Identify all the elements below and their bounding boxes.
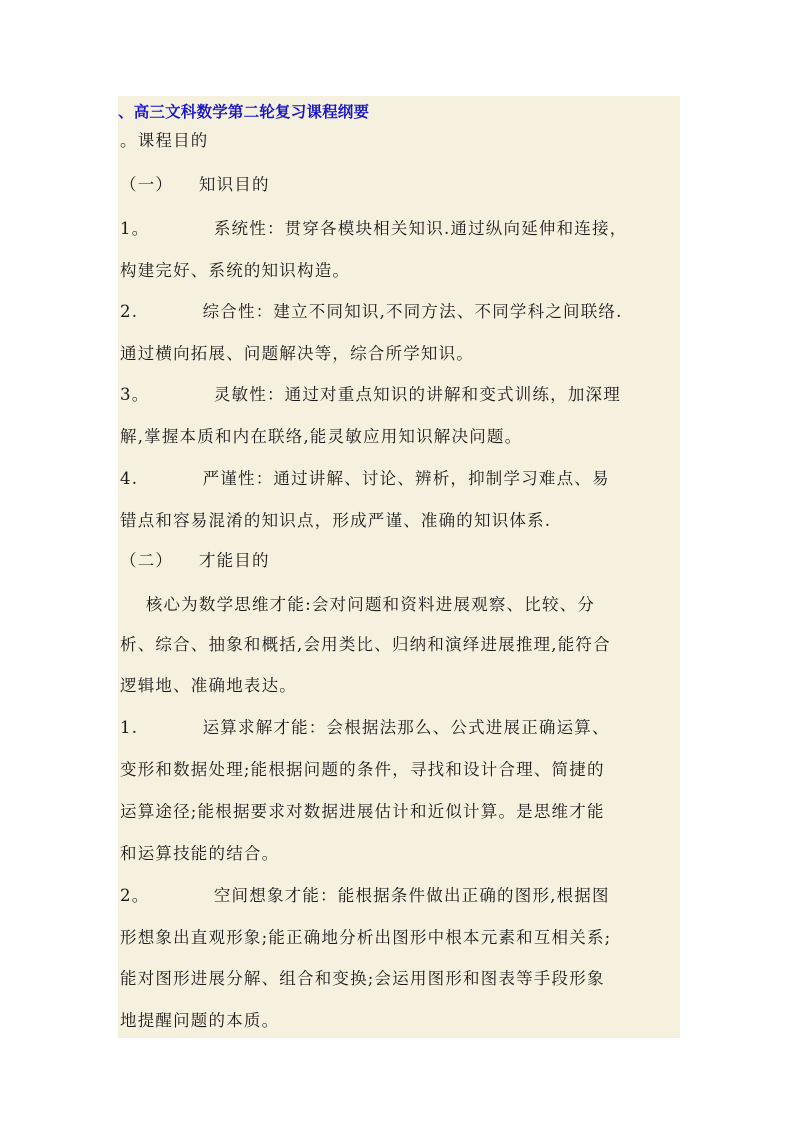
paragraph-line: 析、综合、抽象和概括,会用类比、归纳和演绎进展推理,能符合: [120, 635, 611, 654]
paragraph-line: 运算途径;能根据要求对数据进展估计和近似计算。是思维才能: [120, 802, 605, 821]
paragraph-line: 和运算技能的结合。: [120, 844, 280, 863]
paragraph-line: 4. 严谨性：通过讲解、讨论、辨析，抑制学习难点、易: [120, 469, 610, 488]
paragraph-line: 2. 综合性：建立不同知识,不同方法、不同学科之间联络.: [120, 302, 623, 321]
paragraph-line: 3。 灵敏性：通过对重点知识的讲解和变式训练，加深理: [120, 385, 621, 404]
subsection-heading-ability-goals: （二） 才能目的: [120, 551, 270, 570]
document-page: [118, 96, 680, 1038]
paragraph-line: 1。 系统性：贯穿各模块相关知识.通过纵向延伸和连接，: [120, 219, 628, 238]
paragraph-line: 解,掌握本质和内在联络,能灵敏应用知识解决问题。: [120, 427, 523, 446]
paragraph-line: 地提醒问题的本质。: [120, 1011, 280, 1030]
paragraph-line: 通过横向拓展、问题解决等，综合所学知识。: [120, 344, 474, 363]
paragraph-line: 错点和容易混淆的知识点，形成严谨、准确的知识体系.: [120, 511, 552, 530]
paragraph-line: 形想象出直观形象;能正确地分析出图形中根本元素和互相关系;: [120, 928, 612, 947]
document-title: 、高三文科数学第二轮复习课程纲要: [118, 103, 370, 121]
paragraph-line: 2。 空间想象才能：能根据条件做出正确的图形,根据图: [120, 886, 610, 905]
paragraph-line: 核心为数学思维才能:会对问题和资料进展观察、比较、分: [120, 595, 596, 614]
paragraph-line: 1. 运算求解才能：会根据法那么、公式进展正确运算、: [120, 718, 610, 737]
paragraph-line: 构建完好、系统的知识构造。: [120, 261, 351, 280]
paragraph-line: 变形和数据处理;能根据问题的条件，寻找和设计合理、简捷的: [120, 760, 605, 779]
paragraph-line: 能对图形进展分解、组合和变换;会运用图形和图表等手段形象: [120, 969, 605, 988]
subsection-heading-knowledge-goals: （一） 知识目的: [120, 175, 270, 194]
paragraph-line: 逻辑地、准确地表达。: [120, 676, 297, 695]
section-heading-course-goals: 。课程目的: [120, 131, 209, 150]
